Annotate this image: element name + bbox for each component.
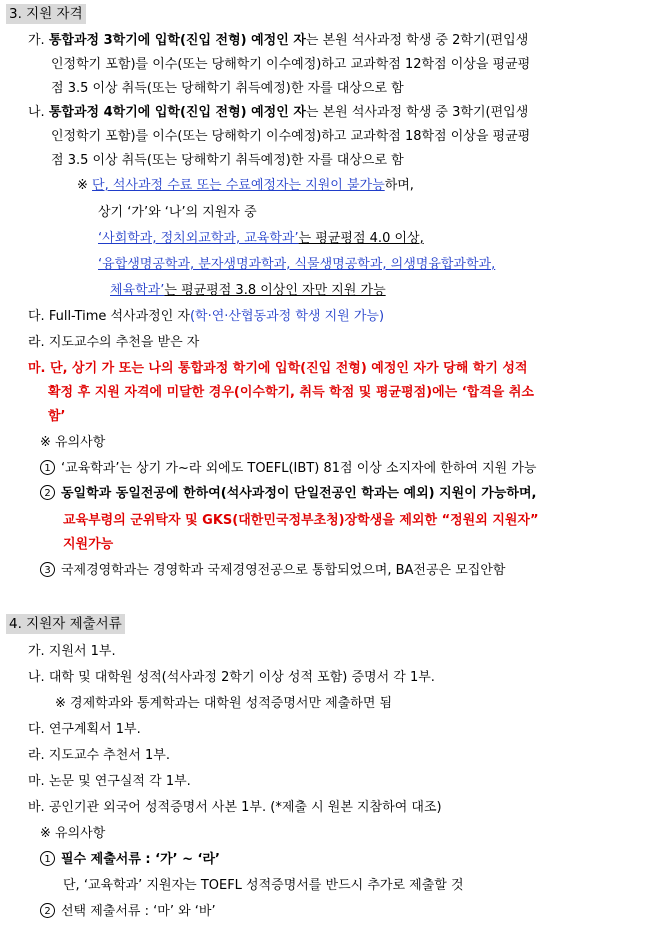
circled-number-icon: 1: [40, 460, 55, 475]
sec3-caution-2-line-1: [40, 484, 536, 504]
sec3-caution-2-line-2: 교육부령의 군위탁자 및 GKS(대한민국정부초청)장학생을 제외한 “정원외 지원자”: [63, 513, 539, 528]
ga-rest: 는 본원 석사과정 학생 중 2학기(편입생: [305, 33, 529, 48]
sec4-caution-1-sub: 단, ‘교육학과’ 지원자는 TOEFL 성적증명서를 반드시 추가로 제출할 것: [63, 878, 464, 893]
sec4-item-da: 다. 연구계획서 1부.: [28, 722, 141, 737]
ga-bold: 통합과정 3학기에 입학(진입 전형) 예정인 자: [48, 33, 306, 48]
ma-line-1: 마. 단, 상기 가 또는 나의 통합과정 학기에 입학(진입 전형) 예정인 자가 당해 학기 성적: [28, 361, 528, 376]
sec3-caution-1: [40, 459, 536, 479]
sec4-caution-2: [40, 902, 216, 922]
note-line-1: [77, 176, 414, 196]
ga-line-2: 인정학기 포함)를 이수(또는 당해학기 이수예정)하고 교과학점 12학점 이상을 평균평: [51, 57, 531, 72]
item-da: [28, 307, 384, 327]
ma-line-2: 확정 후 지원 자격에 미달한 경우(이수학기, 취득 학점 및 평균평점)에는 ‘합격을 취소: [48, 385, 534, 400]
note-blue-5: 체육학과’: [110, 283, 165, 298]
sec4-item-ga: 가. 지원서 1부.: [28, 644, 116, 659]
na-bold: 통합과정 4학기에 입학(진입 전형) 예정인 자: [48, 105, 306, 120]
sec4-note: ※ 경제학과와 통계학과는 대학원 성적증명서만 제출하면 됨: [55, 696, 393, 711]
note-line-2: 상기 ‘가’와 ‘나’의 지원자 중: [98, 205, 257, 220]
section-3-title: 3. 지원 자격: [6, 4, 86, 24]
sec4-cautions-header: ※ 유의사항: [40, 826, 106, 841]
note-line-3: [98, 229, 424, 249]
na-line-2: 인정학기 포함)를 이수(또는 당해학기 이수예정)하고 교과학점 18학점 이상을 평균평: [51, 129, 531, 144]
note-line-4: ‘융합생명공학과, 분자생명과학과, 식물생명공학과, 의생명융합과학과,: [98, 257, 496, 272]
sec4-item-ra: 라. 지도교수 추천서 1부.: [28, 748, 170, 763]
na-line-3: 점 3.5 이상 취득(또는 당해학기 취득예정)한 자를 대상으로 함: [51, 153, 404, 168]
sec4-caution-1: [40, 850, 220, 870]
ma-line-3: 함’: [48, 409, 66, 424]
circled-number-icon: 3: [40, 562, 55, 577]
note-blue-3: ‘사회학과, 정치외교학과, 교육학과’: [98, 231, 299, 246]
sec4-caution-1-text: 필수 제출서류 : ‘가’ ~ ‘라’: [61, 852, 220, 867]
note-rest-1: 하며,: [384, 178, 414, 193]
note-rest-3: 는 평균평점 4.0 이상,: [298, 231, 424, 246]
circled-number-icon: 2: [40, 485, 55, 500]
sec4-caution-2-text: 선택 제출서류 : ‘마’ 와 ‘바’: [61, 904, 216, 919]
caution-1-text: ‘교육학과’는 상기 가~라 외에도 TOEFL(IBT) 81점 이상 소지자에 한하여 지원 가능: [61, 461, 537, 476]
note-blue-1: 단, 석사과정 수료 또는 수료예정자는 지원이 불가능: [92, 178, 385, 193]
ga-line-1: [28, 31, 528, 51]
na-prefix: 나.: [28, 105, 49, 120]
circled-number-icon: 2: [40, 903, 55, 918]
da-prefix: 다. Full-Time 석사과정인 자: [28, 309, 190, 324]
circled-number-icon: 1: [40, 851, 55, 866]
note-mark: ※: [77, 178, 93, 193]
note-line-5: [110, 281, 386, 301]
na-rest: 는 본원 석사과정 학생 중 3학기(편입생: [305, 105, 529, 120]
ga-prefix: 가.: [28, 33, 49, 48]
sec4-item-ba: 바. 공인기관 외국어 성적증명서 사본 1부. (*제출 시 원본 지참하여 대조): [28, 800, 442, 815]
sec4-item-ma: 마. 논문 및 연구실적 각 1부.: [28, 774, 191, 789]
na-line-1: [28, 103, 528, 123]
sec3-cautions-header: ※ 유의사항: [40, 435, 106, 450]
sec3-caution-2-line-3: 지원가능: [63, 537, 114, 552]
sec3-caution-3: [40, 561, 505, 581]
item-ra: 라. 지도교수의 추천을 받은 자: [28, 335, 200, 350]
section-4-title: 4. 지원자 제출서류: [6, 614, 125, 634]
ga-line-3: 점 3.5 이상 취득(또는 당해학기 취득예정)한 자를 대상으로 함: [51, 81, 404, 96]
note-rest-5: 는 평균평점 3.8 이상인 자만 지원 가능: [164, 283, 386, 298]
caution-3-text: 국제경영학과는 경영학과 국제경영전공으로 통합되었으며, BA전공은 모집안함: [61, 563, 506, 578]
caution-2-text-1: 동일학과 동일전공에 한하여(석사과정이 단일전공인 학과는 예외) 지원이 가능하며,: [61, 486, 537, 501]
da-blue: (학·연·산협동과정 학생 지원 가능): [189, 309, 385, 324]
sec4-item-na: 나. 대학 및 대학원 성적(석사과정 2학기 이상 성적 포함) 증명서 각 1부.: [28, 670, 435, 685]
